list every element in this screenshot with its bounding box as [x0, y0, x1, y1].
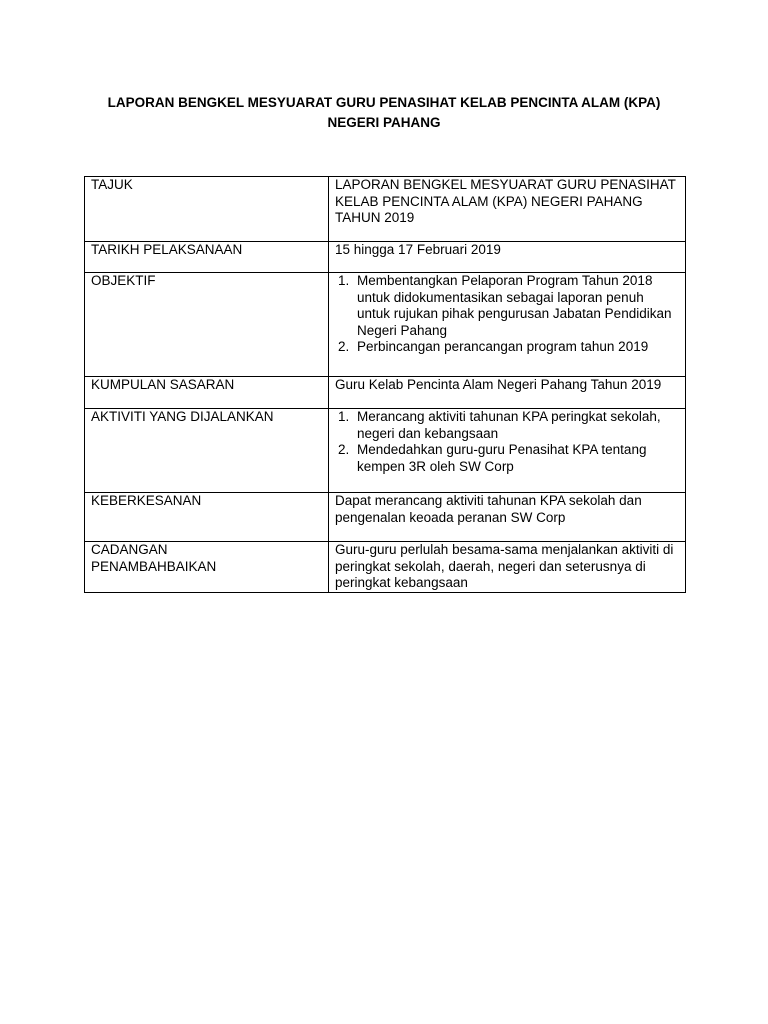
table-row — [85, 177, 686, 242]
list-item: 1. Membentangkan Pelaporan Program Tahun 2018 untuk didokumentasikan sebagai laporan penuh untuk rujukan pihak pengurusan Jabatan Pendidikan Negeri Pahang — [353, 273, 679, 339]
row-label-keberkesanan: KEBERKESANAN — [85, 493, 329, 542]
cadangan-label-line-2: PENAMBAHBAIKAN — [91, 558, 217, 574]
table-row — [85, 542, 686, 593]
row-label-kumpulan: KUMPULAN SASARAN — [85, 377, 329, 409]
title-line-1: LAPORAN BENGKEL MESYUARAT GURU PENASIHAT KELAB PENCINTA ALAM (KPA) — [107, 95, 661, 110]
row-label-aktiviti: AKTIVITI YANG DIJALANKAN — [85, 409, 329, 493]
list-item: 2. Perbincangan perancangan program tahun 2019 — [353, 339, 679, 356]
row-value-keberkesanan: Dapat merancang aktiviti tahunan KPA sekolah dan pengenalan keoada peranan SW Corp — [329, 493, 686, 542]
row-value-tarikh: 15 hingga 17 Februari 2019 — [329, 242, 686, 273]
row-value-tajuk: LAPORAN BENGKEL MESYUARAT GURU PENASIHAT KELAB PENCINTA ALAM (KPA) NEGERI PAHANG TAHUN 2019 — [329, 177, 686, 242]
list-item: 1. Merancang aktiviti tahunan KPA peringkat sekolah, negeri dan kebangsaan — [353, 409, 679, 442]
row-label-cadangan — [85, 542, 329, 593]
title-line-2: NEGERI PAHANG — [327, 115, 441, 130]
row-label-tarikh: TARIKH PELAKSANAAN — [85, 242, 329, 273]
table-row — [85, 493, 686, 542]
table-row — [85, 377, 686, 409]
objektif-list — [335, 273, 679, 356]
table-row — [85, 273, 686, 377]
row-label-tajuk: TAJUK — [85, 177, 329, 242]
row-value-aktiviti — [329, 409, 686, 493]
row-value-kumpulan: Guru Kelab Pencinta Alam Negeri Pahang Tahun 2019 — [329, 377, 686, 409]
document-title — [60, 93, 708, 133]
row-label-objektif: OBJEKTIF — [85, 273, 329, 377]
row-value-cadangan: Guru-guru perlulah besama-sama menjalankan aktiviti di peringkat sekolah, daerah, negeri dan seterusnya di peringkat kebangsaan — [329, 542, 686, 593]
table-row — [85, 409, 686, 493]
list-item: 2. Mendedahkan guru-guru Penasihat KPA tentang kempen 3R oleh SW Corp — [353, 442, 679, 475]
cadangan-label-line-1: CADANGAN — [91, 542, 168, 557]
aktiviti-list — [335, 409, 679, 475]
row-value-objektif — [329, 273, 686, 377]
table-row — [85, 242, 686, 273]
report-table — [84, 176, 686, 593]
